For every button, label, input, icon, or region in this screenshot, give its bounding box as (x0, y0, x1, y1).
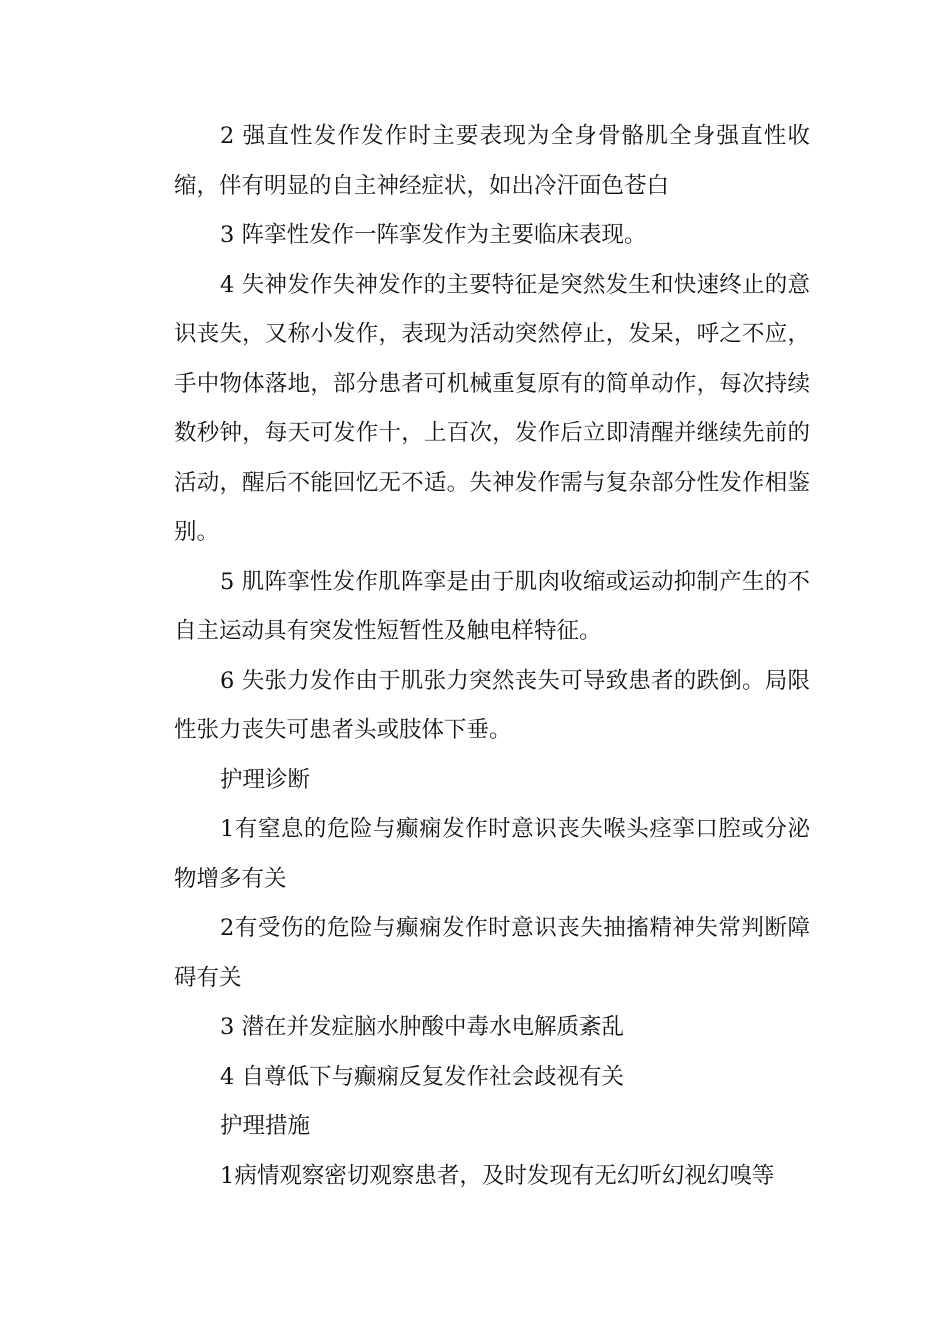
paragraph-myoclonic-seizure: 5 肌阵挛性发作肌阵挛是由于肌肉收缩或运动抑制产生的不自主运动具有突发性短暂性及触电样特征。 (174, 568, 810, 644)
document-body (174, 112, 810, 1201)
measures-item-1: 1病情观察密切观察患者，及时发现有无幻听幻视幻嗅等 (220, 1162, 775, 1189)
diagnosis-item-1: 1有窒息的危险与癫痫发作时意识丧失喉头痉挛口腔或分泌物增多有关 (174, 816, 810, 892)
diagnosis-item-2: 2有受伤的危险与癫痫发作时意识丧失抽搐精神失常判断障碍有关 (174, 915, 810, 991)
paragraph-atonic-seizure: 6 失张力发作由于肌张力突然丧失可导致患者的跌倒。局限性张力丧失可患者头或肢体下垂。 (174, 667, 810, 743)
heading-nursing-measures: 护理措施 (220, 1113, 311, 1139)
paragraph-tonic-seizure: 2 强直性发作发作时主要表现为全身骨骼肌全身强直性收缩，伴有明显的自主神经症状，如出冷汗面色苍白 (174, 123, 810, 199)
diagnosis-item-4: 4 自尊低下与癫痫反复发作社会歧视有关 (220, 1063, 624, 1090)
heading-nursing-diagnosis: 护理诊断 (220, 766, 311, 793)
paragraph-clonic-seizure: 3 阵挛性发作一阵挛发作为主要临床表现。 (220, 222, 647, 248)
paragraph-absence-seizure: 4 失神发作失神发作的主要特征是突然发生和快速终止的意识丧失，又称小发作，表现为活动突然停止，发呆，呼之不应，手中物体落地，部分患者可机械重复原有的简单动作，每次持续数秒钟，每天可发作十，上百次，发作后立即清醒并继续先前的活动，醒后不能回忆无不适。失神发作需与复杂部分性发作相鉴别。 (174, 271, 810, 545)
diagnosis-item-3: 3 潜在并发症脑水肿酸中毒水电解质紊乱 (220, 1014, 624, 1040)
